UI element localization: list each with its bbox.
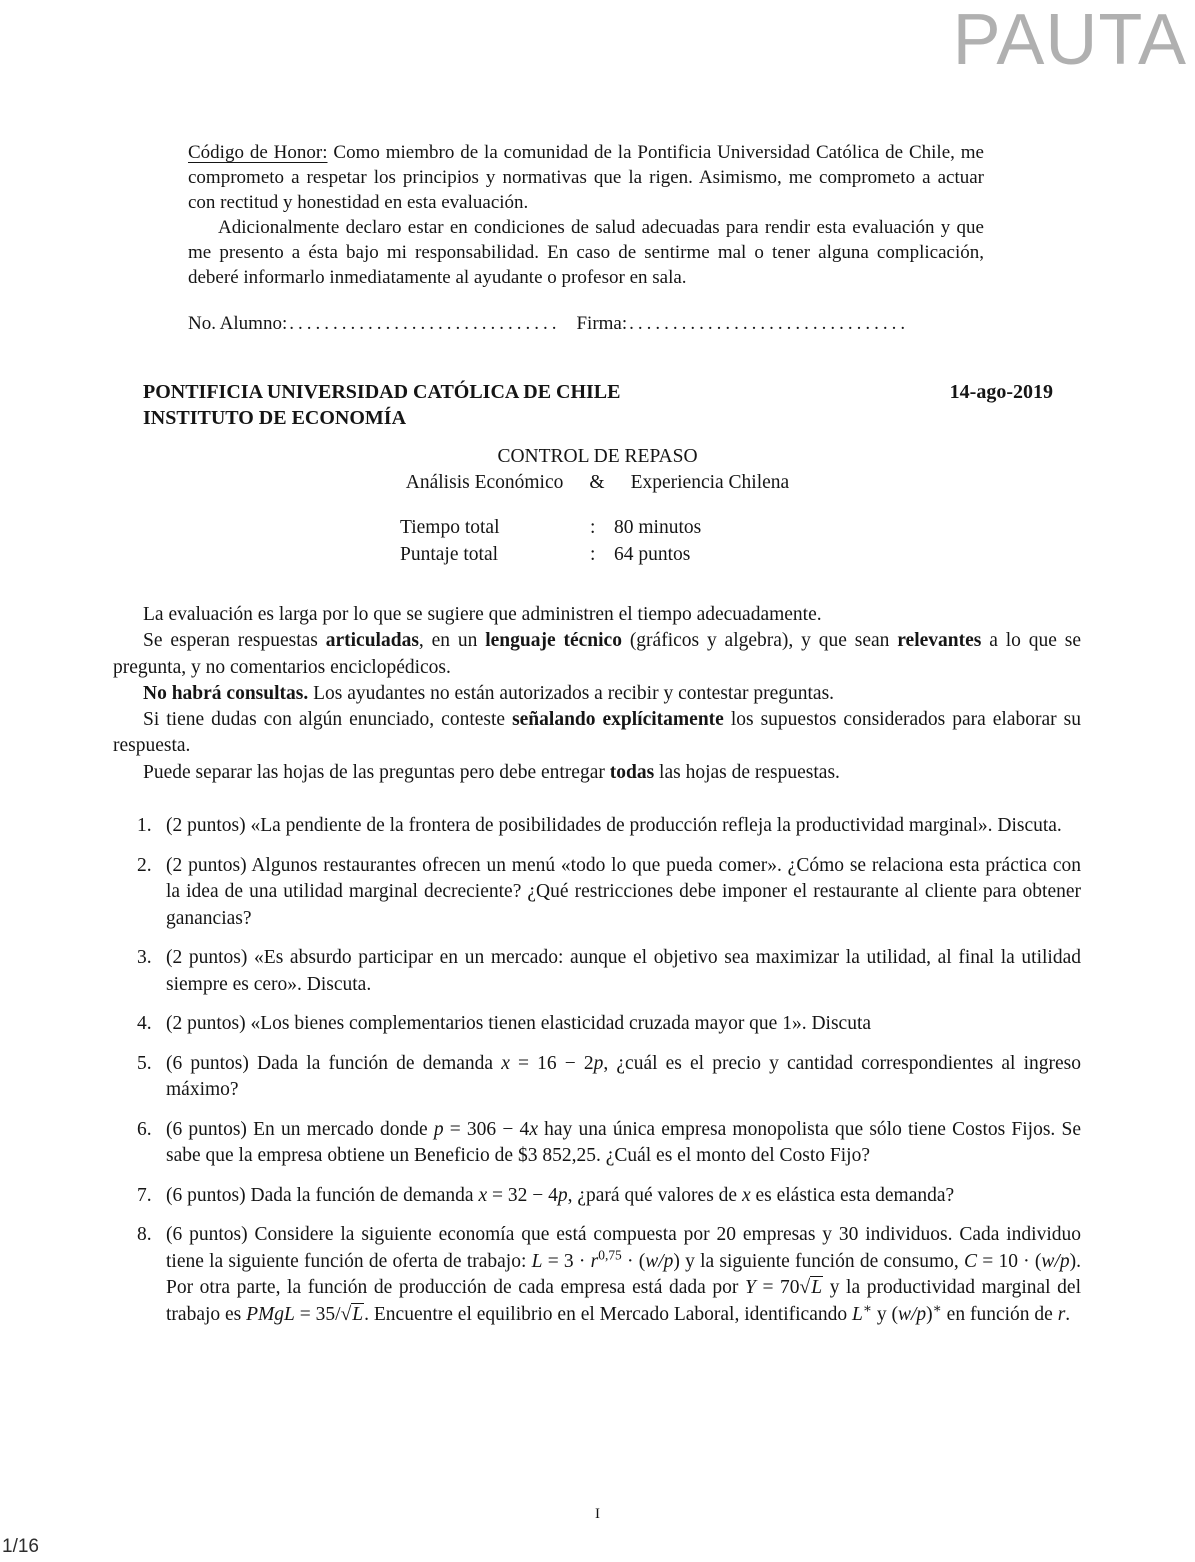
info-row-value: 80 minutos xyxy=(614,517,702,538)
question-item xyxy=(113,945,1081,998)
question-text: (2 puntos) Algunos restaurantes ofrecen un menú «todo lo que pueda comer». ¿Cómo se relaciona esta práctica con la idea de una utilidad marginal decreciente? ¿Qué restricciones debe imponer el restaurante al cliente para obtener ganancias? xyxy=(166,854,1081,929)
instruction-paragraph: Se esperan respuestas articuladas, en un lenguaje técnico (gráficos y algebra), y que sean relevantes a lo que se pregunta, y no comentarios enciclopédicos. xyxy=(113,630,1081,678)
question-item xyxy=(113,1011,1081,1038)
institute-name: INSTITUTO DE ECONOMÍA xyxy=(143,407,407,429)
instruction-paragraph: No habrá consultas. Los ayudantes no están autorizados a recibir y contestar preguntas. xyxy=(143,682,835,704)
question-item xyxy=(113,1222,1081,1328)
exam-subtitle xyxy=(0,470,1195,496)
question-item xyxy=(113,1051,1081,1104)
question-list xyxy=(113,813,1081,1341)
pauta-watermark: PAUTA xyxy=(952,0,1187,80)
student-number-dotted-line: ............................... xyxy=(289,313,561,334)
university-name: PONTIFICIA UNIVERSIDAD CATÓLICA DE CHILE xyxy=(143,381,621,403)
signature-dotted-line: ................................ xyxy=(629,313,910,334)
question-number: 6. xyxy=(137,1118,152,1140)
instruction-paragraph: La evaluación es larga por lo que se sugiere que administren el tiempo adecuadamente. xyxy=(143,604,822,625)
question-text: (6 puntos) En un mercado donde p = 306 − 4x hay una única empresa monopolista que sólo tiene Costos Fijos. Se sabe que la empresa obtiene un Beneficio de $3 852,25. ¿Cuál es el monto del Costo Fijo? xyxy=(166,1118,1081,1166)
question-text: (2 puntos) «Los bienes complementarios tienen elasticidad cruzada mayor que 1». Discuta xyxy=(166,1013,872,1034)
question-number: 2. xyxy=(137,854,152,876)
exam-date: 14-ago-2019 xyxy=(949,381,1053,403)
info-row-label: Puntaje total xyxy=(400,544,499,565)
document-header xyxy=(143,379,1053,431)
info-row-value: 64 puntos xyxy=(614,544,691,565)
subtitle-ampersand: & xyxy=(589,472,605,493)
question-text: (6 puntos) Dada la función de demanda x = 32 − 4p, ¿pará qué valores de x es elástica esta demanda? xyxy=(166,1184,955,1206)
question-text: (6 puntos) Considere la siguiente economía que está compuesta por 20 empresas y 30 individuos. Cada individuo tiene la siguiente función de oferta de trabajo: $L = 3 \cdot r^{0,75} \cdot (w/p)$ y la siguiente función de consumo, C = 10 · (w/p). Por otra parte, la función de producción de cada empresa está dada por Y = 70√L y la productividad marginal del trabajo es PMgL = 35/√L. Encuentre el equilibrio en el Mercado Laboral, identificando L∗ y (w/p)∗ en función de r. xyxy=(166,1224,1081,1325)
student-number-label: No. Alumno: xyxy=(188,313,288,334)
signature-label: Firma: xyxy=(576,313,628,334)
honor-code-paragraph-2: Adicionalmente declaro estar en condiciones de salud adecuadas para rendir esta evaluación y que me presento a ésta bajo mi responsabilidad. En caso de sentirme mal o tener alguna complicación, deberé informarlo inmediatamente al ayudante o profesor en sala. xyxy=(188,217,984,288)
subtitle-course-right: Experiencia Chilena xyxy=(630,472,790,493)
question-number: 3. xyxy=(137,947,152,968)
question-text: (6 puntos) Dada la función de demanda x = 16 − 2p, ¿cuál es el precio y cantidad correspondientes al ingreso máximo? xyxy=(166,1052,1081,1100)
viewer-page-indicator: 1/16 xyxy=(2,1536,39,1557)
honor-code-paragraph-1: Código de Honor: Como miembro de la comunidad de la Pontificia Universidad Católica de Chile, me comprometo a respetar los principios y normativas que la rigen. Asimismo, me comprometo a actuar con rectitud y honestidad en esta evaluación. xyxy=(188,142,984,213)
info-row-separator: : xyxy=(590,544,596,565)
question-item xyxy=(113,853,1081,933)
question-item xyxy=(113,1183,1081,1210)
instructions-block xyxy=(113,602,1081,786)
question-item xyxy=(113,1117,1081,1170)
question-item xyxy=(113,813,1081,840)
info-row-label: Tiempo total xyxy=(400,517,500,538)
question-number: 5. xyxy=(137,1052,152,1074)
info-row-separator: : xyxy=(590,517,596,538)
signature-row xyxy=(188,311,984,336)
honor-code-block xyxy=(188,140,984,290)
subtitle-course-left: Análisis Económico xyxy=(405,472,564,493)
question-text: (2 puntos) «La pendiente de la frontera de posibilidades de producción refleja la productividad marginal». Discuta. xyxy=(166,815,1062,836)
question-number: 1. xyxy=(137,815,152,836)
question-number: 4. xyxy=(137,1013,152,1034)
instruction-paragraph: Si tiene dudas con algún enunciado, conteste señalando explícitamente los supuestos considerados para elaborar su respuesta. xyxy=(113,709,1081,757)
instruction-paragraph: Puede separar las hojas de las preguntas pero debe entregar todas las hojas de respuestas. xyxy=(143,761,840,783)
question-number: 7. xyxy=(137,1184,152,1206)
question-text: (2 puntos) «Es absurdo participar en un mercado: aunque el objetivo sea maximizar la utilidad, al final la utilidad siempre es cero». Discuta. xyxy=(166,947,1081,995)
exam-title-block xyxy=(0,444,1195,496)
exam-info-table xyxy=(400,514,701,568)
question-number: 8. xyxy=(137,1224,152,1245)
exam-title: CONTROL DE REPASO xyxy=(497,446,698,467)
page-number-roman: I xyxy=(595,1506,600,1522)
